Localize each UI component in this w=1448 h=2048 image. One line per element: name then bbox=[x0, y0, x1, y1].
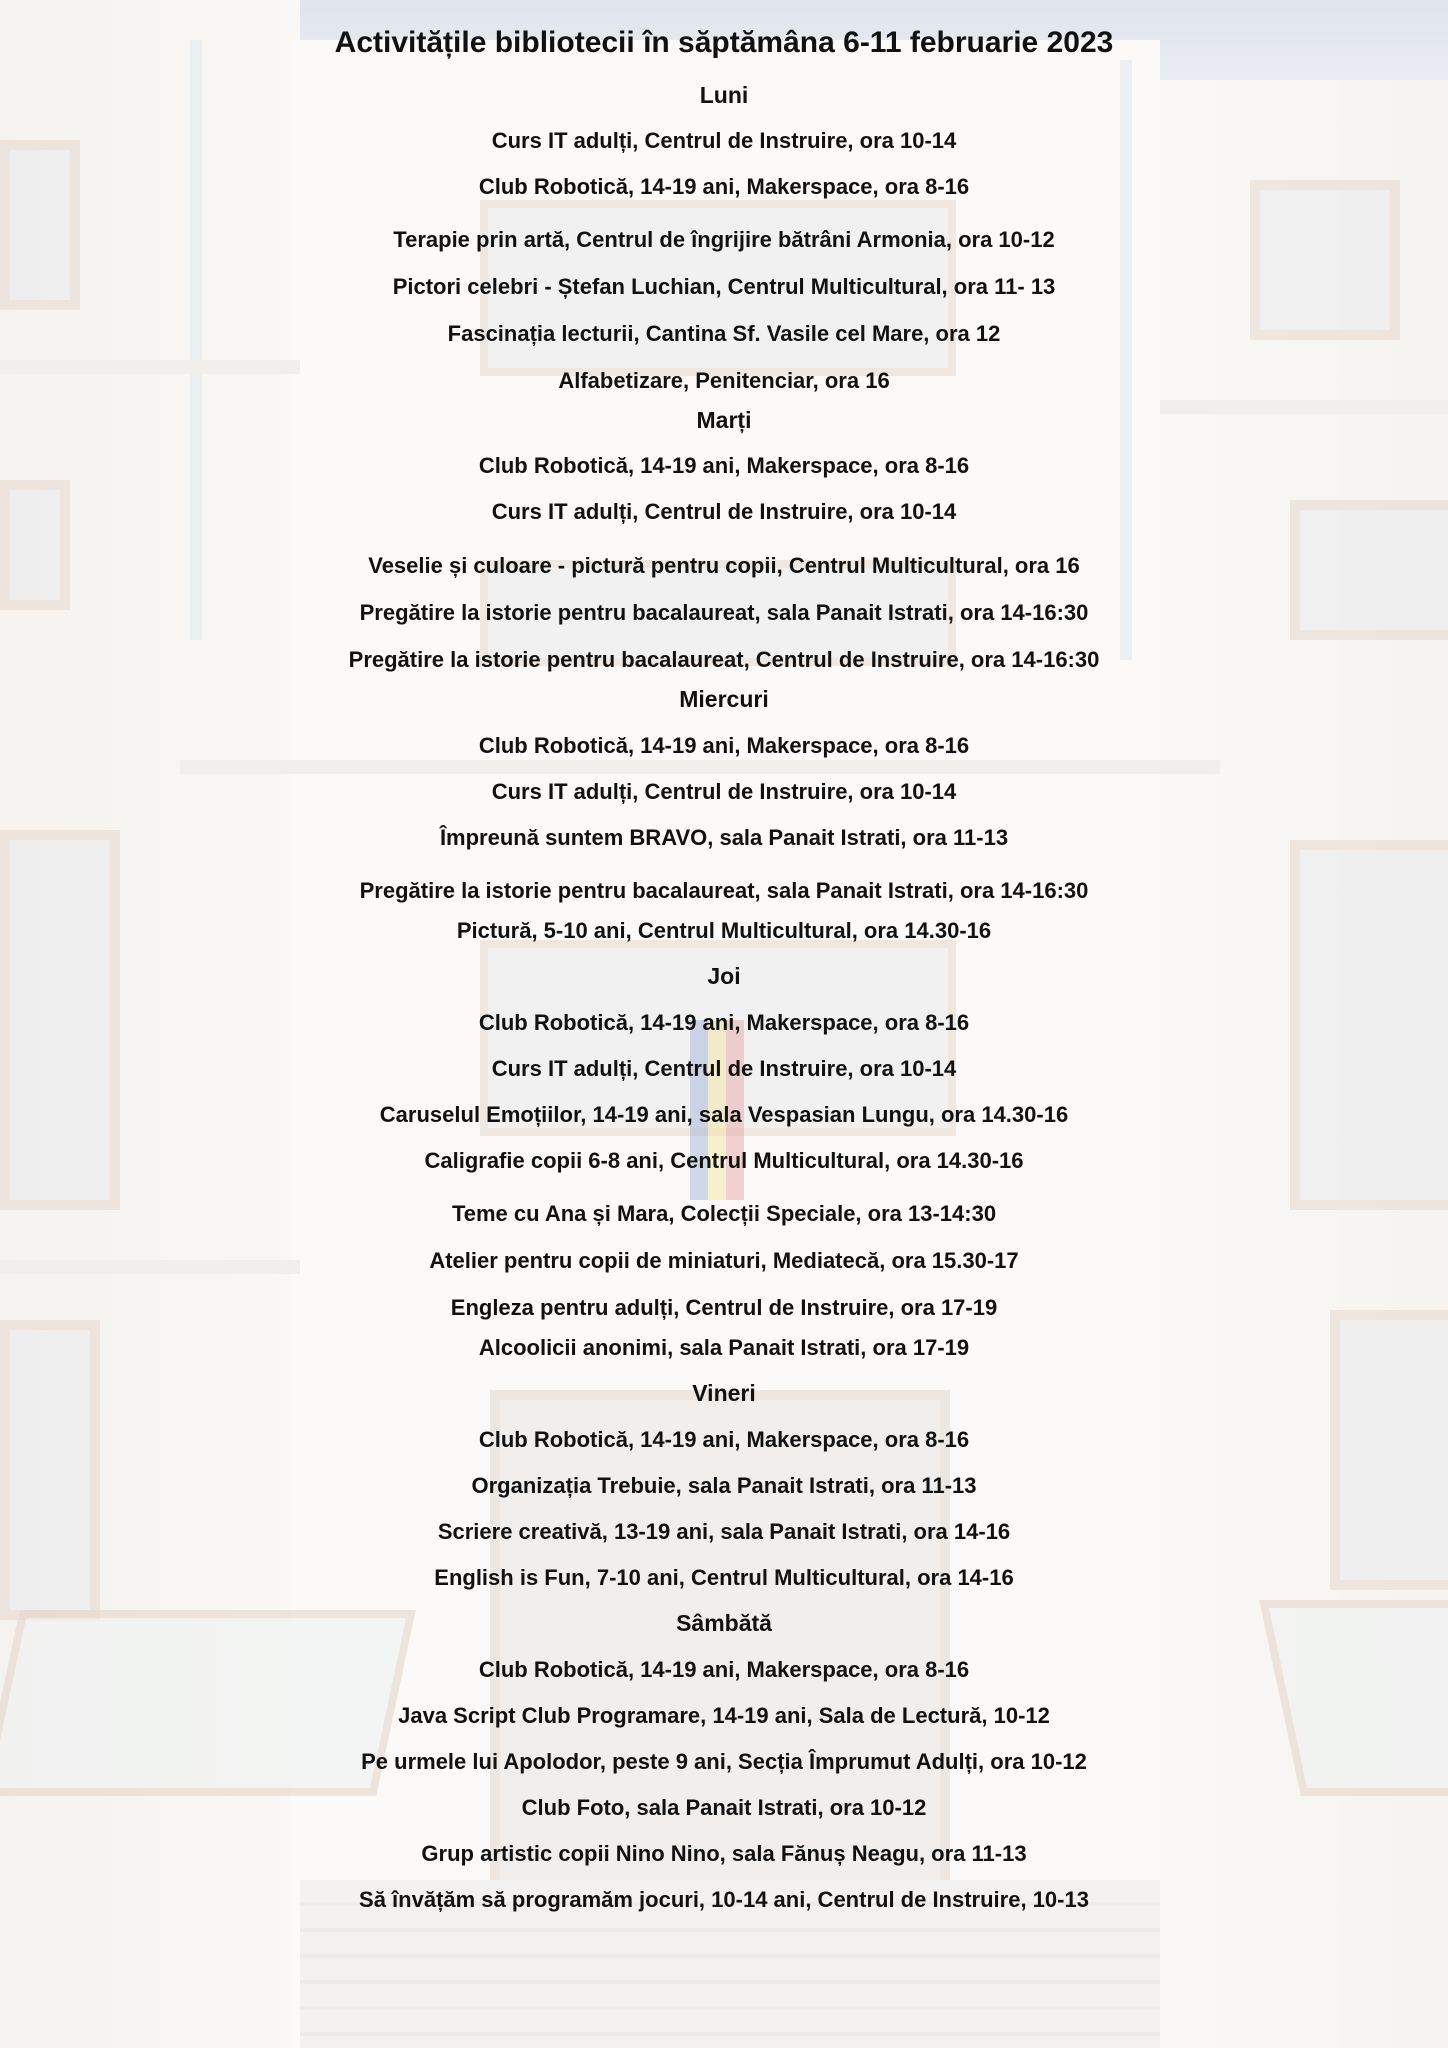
activity-item: Club Robotică, 14-19 ani, Makerspace, ora 8-16 bbox=[478, 174, 970, 199]
activity-item: Caruselul Emoțiilor, 14-19 ani, sala Vespasian Lungu, ora 14.30-16 bbox=[379, 1102, 1069, 1127]
activity-item: Curs IT adulți, Centrul de Instruire, ora 10-14 bbox=[491, 1056, 957, 1081]
activity-item: Pregătire la istorie pentru bacalaureat, sala Panait Istrati, ora 14-16:30 bbox=[359, 878, 1089, 903]
activity-item: Club Robotică, 14-19 ani, Makerspace, ora 8-16 bbox=[478, 453, 970, 478]
activity-item: Pe urmele lui Apolodor, peste 9 ani, Secția Împrumut Adulți, ora 10-12 bbox=[361, 1749, 1087, 1774]
activity-item: Terapie prin artă, Centrul de îngrijire bătrâni Armonia, ora 10-12 bbox=[393, 227, 1055, 252]
activity-item: Club Robotică, 14-19 ani, Makerspace, ora 8-16 bbox=[478, 733, 970, 758]
activity-item: Organizația Trebuie, sala Panait Istrati, ora 11-13 bbox=[471, 1473, 977, 1498]
activity-item: English is Fun, 7-10 ani, Centrul Multicultural, ora 14-16 bbox=[434, 1565, 1014, 1590]
day-heading: Joi bbox=[707, 963, 741, 989]
activity-item: Pictori celebri - Ștefan Luchian, Centrul Multicultural, ora 11- 13 bbox=[392, 274, 1056, 299]
activity-item: Pictură, 5-10 ani, Centrul Multicultural, ora 14.30-16 bbox=[456, 918, 992, 943]
activity-item: Împreună suntem BRAVO, sala Panait Istrati, ora 11-13 bbox=[439, 825, 1009, 850]
activity-item: Alcoolicii anonimi, sala Panait Istrati, ora 17-19 bbox=[478, 1335, 970, 1360]
activity-item: Curs IT adulți, Centrul de Instruire, ora 10-14 bbox=[491, 128, 957, 153]
activity-item: Club Robotică, 14-19 ani, Makerspace, ora 8-16 bbox=[478, 1657, 970, 1682]
day-heading: Sâmbătă bbox=[676, 1610, 772, 1636]
day-heading: Miercuri bbox=[679, 686, 769, 712]
activity-item: Curs IT adulți, Centrul de Instruire, ora 10-14 bbox=[491, 499, 957, 524]
activity-item: Teme cu Ana și Mara, Colecții Speciale, ora 13-14:30 bbox=[451, 1201, 997, 1226]
activity-item: Pregătire la istorie pentru bacalaureat, Centrul de Instruire, ora 14-16:30 bbox=[348, 647, 1100, 672]
activity-item: Engleza pentru adulți, Centrul de Instruire, ora 17-19 bbox=[450, 1295, 998, 1320]
activity-item: Atelier pentru copii de miniaturi, Mediatecă, ora 15.30-17 bbox=[429, 1248, 1019, 1273]
activity-item: Club Robotică, 14-19 ani, Makerspace, ora 8-16 bbox=[478, 1427, 970, 1452]
activity-item: Curs IT adulți, Centrul de Instruire, ora 10-14 bbox=[491, 779, 957, 804]
activity-item: Să învățăm să programăm jocuri, 10-14 ani, Centrul de Instruire, 10-13 bbox=[359, 1887, 1089, 1912]
day-heading: Marți bbox=[696, 407, 752, 433]
activity-item: Caligrafie copii 6-8 ani, Centrul Multicultural, ora 14.30-16 bbox=[424, 1148, 1024, 1173]
activity-item: Alfabetizare, Penitenciar, ora 16 bbox=[558, 368, 890, 393]
activity-item: Veselie și culoare - pictură pentru copii, Centrul Multicultural, ora 16 bbox=[368, 553, 1080, 578]
day-heading: Luni bbox=[699, 82, 749, 108]
activity-item: Club Robotică, 14-19 ani, Makerspace, ora 8-16 bbox=[478, 1010, 970, 1035]
activity-item: Club Foto, sala Panait Istrati, ora 10-12 bbox=[521, 1795, 927, 1820]
activity-item: Fascinația lecturii, Cantina Sf. Vasile cel Mare, ora 12 bbox=[447, 321, 1001, 346]
activity-item: Pregătire la istorie pentru bacalaureat, sala Panait Istrati, ora 14-16:30 bbox=[359, 600, 1089, 625]
activity-item: Grup artistic copii Nino Nino, sala Fănuș Neagu, ora 11-13 bbox=[421, 1841, 1027, 1866]
day-heading: Vineri bbox=[692, 1380, 756, 1406]
page-title: Activitățile bibliotecii în săptămâna 6-11 februarie 2023 bbox=[334, 26, 1114, 59]
activity-item: Java Script Club Programare, 14-19 ani, Sala de Lectură, 10-12 bbox=[398, 1703, 1050, 1728]
activity-item: Scriere creativă, 13-19 ani, sala Panait Istrati, ora 14-16 bbox=[437, 1519, 1011, 1544]
